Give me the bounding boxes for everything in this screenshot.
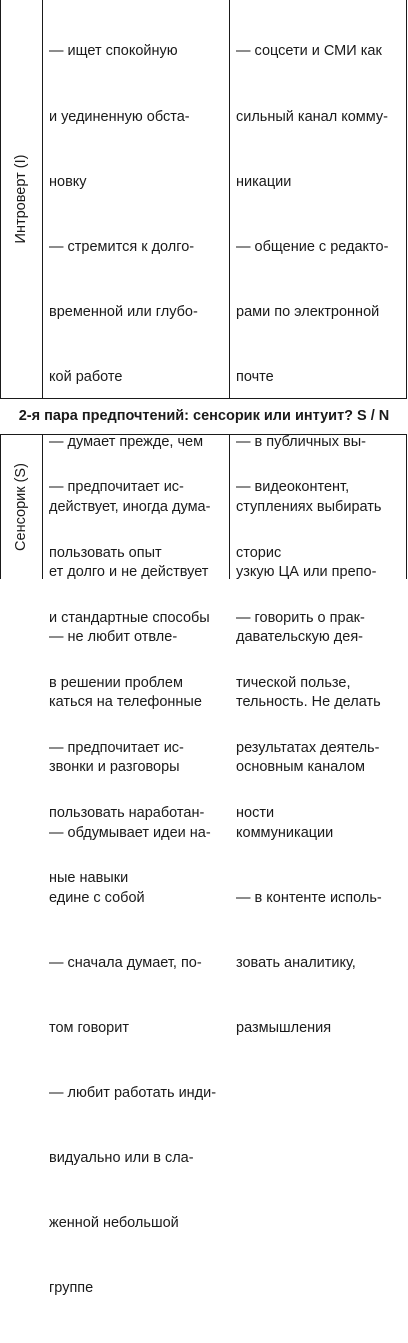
list-item: — предпочитает ис-: [49, 739, 184, 756]
table-border-left-lower: [0, 434, 1, 579]
list-item: — общение с редакто-: [236, 238, 389, 255]
list-item: — думает прежде, чем: [49, 433, 204, 450]
traits-list: [49, 434, 210, 933]
list-item: — обдумывает идеи на-: [49, 824, 211, 841]
list-item: каться на телефонные: [49, 694, 202, 711]
row-category-label: Сенсорик (S): [13, 463, 29, 551]
list-item: в решении проблем: [49, 674, 183, 691]
list-item: пользовать наработан-: [49, 804, 205, 821]
list-item: сильный канал комму-: [236, 108, 388, 125]
list-item: — сначала думает, по-: [49, 954, 202, 971]
list-item: ности: [236, 804, 275, 821]
list-item: женной небольшой: [49, 1215, 179, 1232]
list-item: — говорить о прак-: [236, 609, 365, 626]
list-item: основным каналом: [236, 759, 365, 776]
list-item: — в публичных вы-: [236, 433, 366, 450]
column-divider-1-lower: [42, 434, 43, 579]
row-category-label: Интроверт (I): [13, 154, 29, 244]
list-item: ет долго и не действует: [49, 564, 209, 581]
list-item: — стремится к долго-: [49, 238, 195, 255]
list-item: ные навыки: [49, 869, 129, 886]
list-item: и уединенную обста-: [49, 108, 190, 125]
list-item: зовать аналитику,: [236, 954, 356, 971]
list-item: пользовать опыт: [49, 544, 162, 561]
list-item: рами по электронной: [236, 303, 380, 320]
list-item: — ищет спокойную: [49, 43, 178, 60]
list-item: узкую ЦА или препо-: [236, 564, 377, 581]
list-item: — в контенте исполь-: [236, 889, 382, 906]
list-item: сторис: [236, 544, 282, 561]
table-border-right-lower: [406, 434, 407, 579]
recommendations-list: [236, 434, 379, 868]
list-item: тической пользе,: [236, 674, 351, 691]
list-item: — любит работать инди-: [49, 1084, 217, 1101]
list-item: размышления: [236, 1019, 332, 1036]
list-item: едине с собой: [49, 889, 145, 906]
column-divider-2: [229, 0, 230, 398]
list-item: давательскую дея-: [236, 629, 364, 646]
list-item: результатах деятель-: [236, 739, 380, 756]
list-item: — не любит отвле-: [49, 629, 178, 646]
list-item: новку: [49, 173, 87, 190]
list-item: временной или глубо-: [49, 303, 198, 320]
list-item: ступлениях выбирать: [236, 499, 382, 516]
list-item: почте: [236, 368, 274, 385]
column-divider-2-lower: [229, 434, 230, 579]
list-item: группе: [49, 1280, 94, 1297]
list-item: действует, иногда дума-: [49, 499, 211, 516]
list-item: том говорит: [49, 1019, 129, 1036]
list-item: видуально или в сла-: [49, 1150, 194, 1166]
table-border-right: [406, 0, 407, 398]
section-title: 2-я пара предпочтений: сенсорик или интуит? S / N: [18, 408, 390, 424]
list-item: коммуникации: [236, 824, 334, 841]
list-item: никации: [236, 173, 292, 190]
list-item: тельность. Не делать: [236, 694, 381, 711]
list-item: кой работе: [49, 368, 123, 385]
list-item: — соцсети и СМИ как: [236, 43, 382, 60]
column-divider-1: [42, 0, 43, 398]
table-border-left: [0, 0, 1, 398]
list-item: звонки и разговоры: [49, 759, 180, 776]
list-item: — видеоконтент,: [236, 479, 350, 496]
list-item: и стандартные способы: [49, 609, 210, 626]
list-item: — предпочитает ис-: [49, 479, 184, 496]
